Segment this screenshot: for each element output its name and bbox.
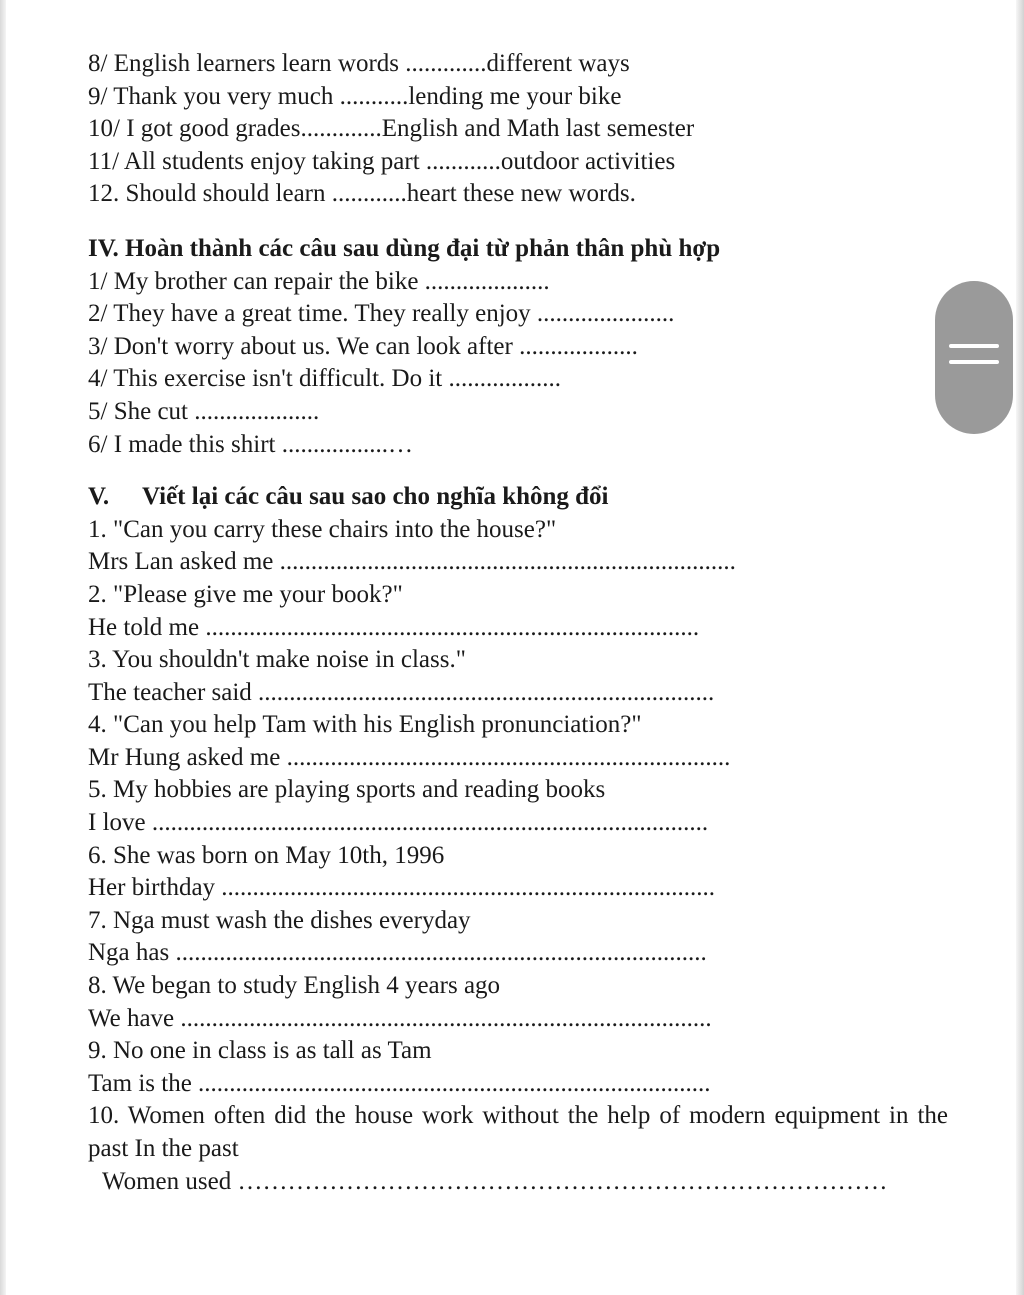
exercise-item: 3/ Don't worry about us. We can look after ................... [88,332,638,360]
section-5 [88,481,968,1198]
section-4 [88,233,968,461]
answer-line: Her birthday ............................................................................... [88,874,716,902]
answer-line: Nga has ..................................................................................... [88,939,707,967]
section-title: Viết lại các câu sau sao cho nghĩa không đổi [142,483,609,511]
answer-line: Tam is the .................................................................................. [88,1069,711,1097]
answer-line: Mr Hung asked me ....................................................................... [88,743,731,771]
exercise-prompt: 1. "Can you carry these chairs into the house?" [88,515,557,543]
answer-line: The teacher said ......................................................................... [88,678,715,706]
page-edge-left [0,0,6,1295]
exercise-prompt: 10. Women often did the house work without the help of modern equipment in the past In the past [88,1102,948,1162]
answer-line: Women used …………………………………………………………………… [102,1167,888,1195]
exercise-prompt: 6. She was born on May 10th, 1996 [88,841,445,869]
exercise-item: 12. Should should learn ............heart these new words. [88,180,636,208]
section-3-items [88,48,968,211]
exercise-item: 8/ English learners learn words .............different ways [88,50,630,77]
exercise-prompt: 8. We began to study English 4 years ago [88,972,501,1000]
document-body [88,48,968,1198]
exercise-prompt: 9. No one in class is as tall as Tam [88,1037,432,1065]
exercise-item: 9/ Thank you very much ...........lending me your bike [88,82,622,110]
exercise-item: 6/ I made this shirt .................… [88,430,413,458]
exercise-prompt: 5. My hobbies are playing sports and reading books [88,776,606,804]
exercise-prompt: 3. You shouldn't make noise in class." [88,646,466,674]
exercise-prompt: 2. "Please give me your book?" [88,580,403,608]
exercise-item: 5/ She cut .................... [88,397,320,425]
section-heading: IV. Hoàn thành các câu sau dùng đại từ phản thân phù hợp [88,234,721,262]
exercise-item: 11/ All students enjoy taking part ............outdoor activities [88,147,676,175]
section-heading [88,481,968,514]
exercise-prompt: 4. "Can you help Tam with his English pronunciation?" [88,711,642,739]
exercise-item: 10/ I got good grades.............English and Math last semester [88,115,695,143]
exercise-item: 2/ They have a great time. They really enjoy ...................... [88,300,675,328]
answer-line: I love ......................................................................................... [88,809,709,837]
spacer [88,211,968,233]
spacer [88,461,968,481]
scroll-handle[interactable] [935,281,1013,434]
exercise-item: 1/ My brother can repair the bike .................... [88,267,550,295]
answer-line: Mrs Lan asked me ......................................................................... [88,548,736,576]
exercise-item: 4/ This exercise isn't difficult. Do it .................. [88,365,561,393]
page-edge-right [1016,0,1024,1295]
section-number: V. [88,483,110,511]
exercise-prompt: 7. Nga must wash the dishes everyday [88,906,471,934]
answer-line: We have ..................................................................................... [88,1004,712,1032]
answer-line: He told me ............................................................................... [88,613,700,641]
drag-handle-icon [935,281,1013,434]
